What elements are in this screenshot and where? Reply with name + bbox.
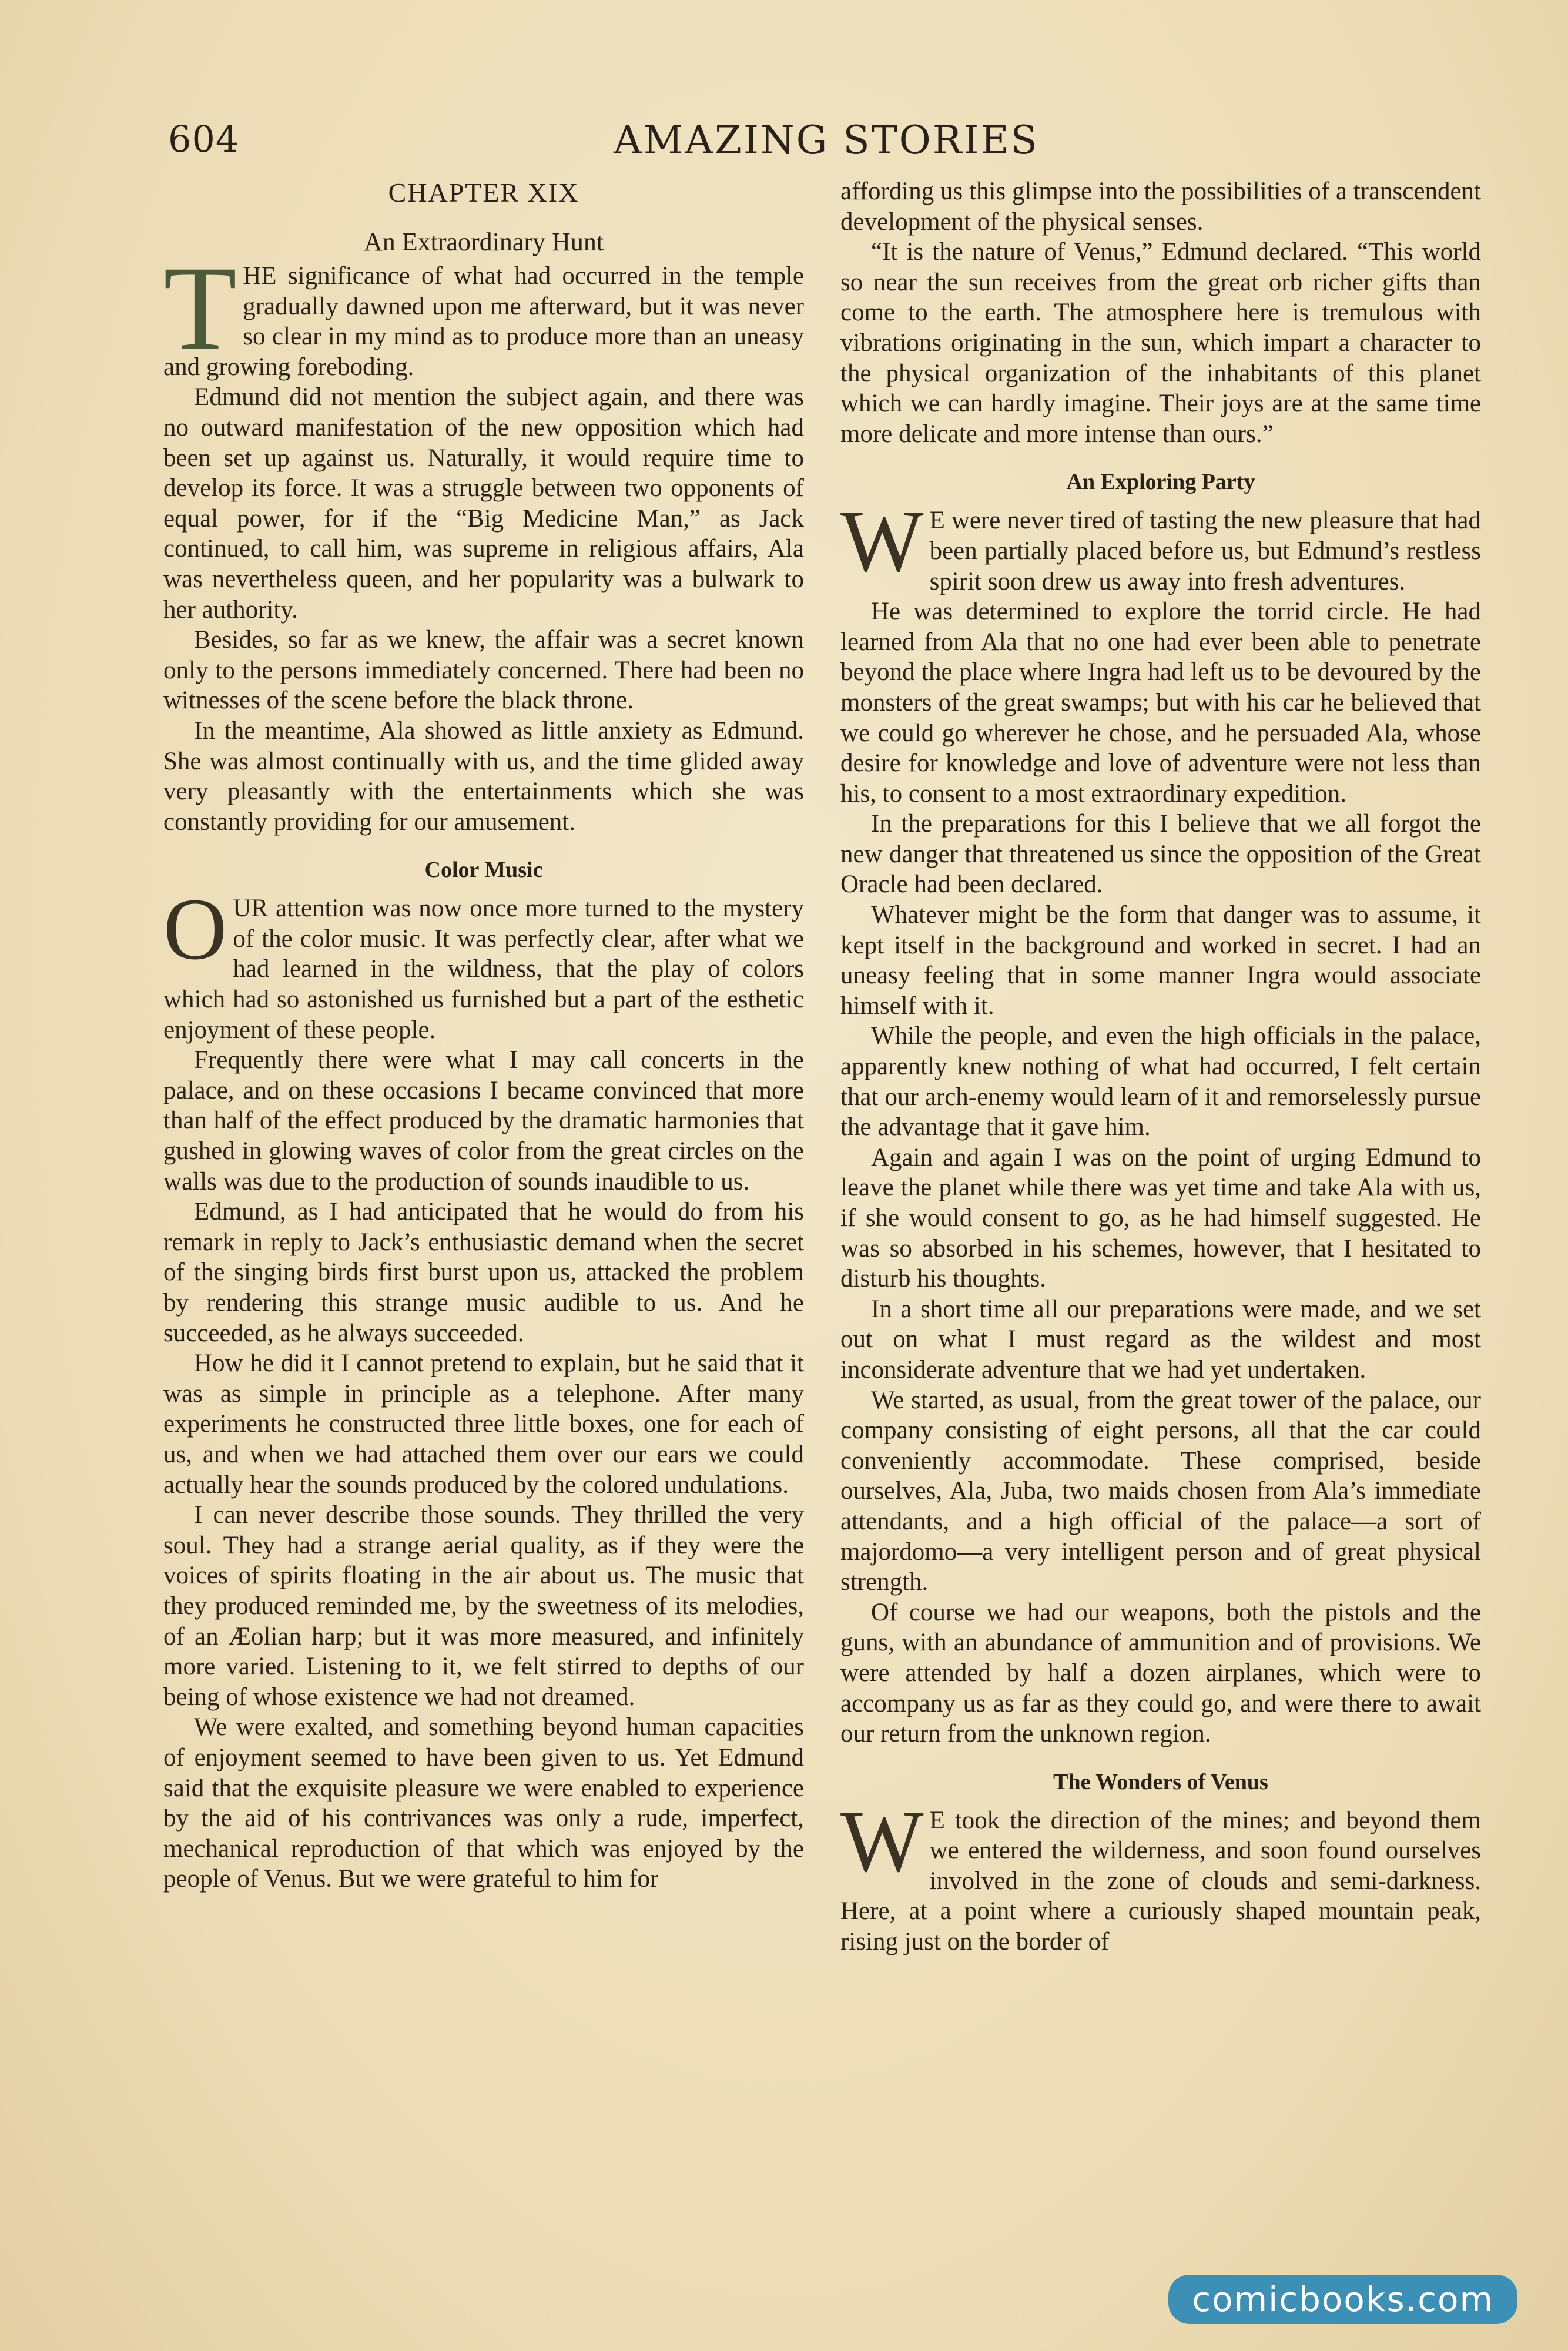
lead-in: UR <box>233 895 269 923</box>
paragraph: How he did it I cannot pretend to explain, but he said that it was as simple in principle as a telephone. After many experiments he constructed three little boxes, one for each of us, and when we had attached them over our ears we could actually hear the sounds produced by the colored undulations. <box>163 1349 804 1499</box>
paragraph: Edmund did not mention the subject again, and there was no outward manifestation of the new opposition which had been set up against us. Naturally, it would require time to develop its force. It was a struggle between two opponents of equal power, for if the “Big Medicine Man,” as Jack continued, to call him, was supreme in religious affairs, Ala was nevertheless queen, and her popularity was a bulwark to her authority. <box>163 383 804 624</box>
paragraph: In a short time all our preparations were made, and we set out on what I must regard as the wildest and most inconsiderate adventure that we had yet undertaken. <box>840 1295 1481 1384</box>
paragraph-text: were never tired of tasting the new pleasure that had been partially placed before us, but Edmund’s restless spirit soon drew us away into fresh adventures. <box>929 507 1481 595</box>
drop-cap: W <box>840 493 924 591</box>
paragraph <box>840 1792 1481 1957</box>
paragraph: Again and again I was on the point of urging Edmund to leave the planet while there was yet time and take Ala with us, if she would consent to go, as he had himself suggested. He was so absorbed in his schemes, however, that I hesitated to disturb his thoughts. <box>840 1143 1481 1293</box>
chapter-title: CHAPTER XIX <box>388 178 579 207</box>
page-number: 604 <box>168 118 240 160</box>
paragraph: In the preparations for this I believe that we all forgot the new danger that threatened us since the opposition of the Great Oracle had been declared. <box>840 810 1481 899</box>
paragraph: While the people, and even the high officials in the palace, apparently knew nothing of what had occurred, I felt certain that our arch-enemy would learn of it and remorselessly pursue the advantage that it gave him. <box>840 1022 1481 1141</box>
lead-in: E <box>929 507 945 535</box>
paragraph: affording us this glimpse into the possibilities of a transcendent development of the physical senses. <box>840 178 1481 236</box>
paragraph <box>840 493 1481 597</box>
paragraph: Whatever might be the form that danger was to assume, it kept itself in the background and worked in secret. I had an uneasy feeling that in some manner Ingra would associate himself with it. <box>840 901 1481 1020</box>
paragraph: I can never describe those sounds. They thrilled the very soul. They had a strange aerial quality, as if they were the voices of spirits floating in the air about us. The music that they produced reminded me, by the sweetness of its melodies, of an Æolian harp; but it was more measured, and infinitely more varied. Listening to it, we felt stirred to depths of our being of whose existence we had not dreamed. <box>163 1501 804 1711</box>
drop-cap: W <box>840 1792 924 1890</box>
paragraph: He was determined to explore the torrid circle. He had learned from Ala that no one had ever been able to penetrate beyond the place where Ingra had left us to be devoured by the monsters of the great swamps; but with his car he believed that we could go wherever he chose, and he persuaded Ala, whose desire for knowledge and love of adventure were not less than his, to consent to a most extraordinary expedition. <box>840 598 1481 808</box>
paragraph: “It is the nature of Venus,” Edmund declared. “This world so near the sun receives from the great orb richer gifts than come to the earth. The atmosphere here is tremulous with vibrations originating in the sun, which impart a character to the physical organization of the inhabitants of this planet which we can hardly imagine. Their joys are at the same time more delicate and more intense than ours.” <box>840 238 1481 448</box>
section-heading: Color Music <box>424 858 543 883</box>
running-title: AMAZING STORIES <box>614 118 1039 163</box>
paragraph-text: significance of what had occurred in the temple gradually dawned upon me afterward, but it was never so clear in my mind as to produce more than an uneasy and growing foreboding. <box>163 262 804 381</box>
paragraph: Edmund, as I had anticipated that he would do from his remark in reply to Jack’s enthusiastic demand when the secret of the singing birds first burst upon us, attacked the problem by rendering this strange music audible to us. And he succeeded, as he always succeeded. <box>163 1198 804 1347</box>
lead-in: E <box>929 1806 945 1834</box>
paragraph <box>163 880 804 1045</box>
drop-cap: O <box>163 880 227 979</box>
paragraph: In the meantime, Ala showed as little anxiety as Edmund. She was almost continually with us, and the time glided away very pleasantly with the entertainments which she was constantly providing for our amusement. <box>163 716 804 836</box>
right-column <box>840 176 1481 1957</box>
paragraph-text: took the direction of the mines; and beyond them we entered the wilderness, and soon found ourselves involved in the zone of clouds and semi-darkness. Here, at a point where a curiously shaped mountain peak, rising just on the border of <box>840 1806 1481 1956</box>
paragraph: Besides, so far as we knew, the affair was a secret known only to the persons immediately concerned. There had been no witnesses of the scene before the black throne. <box>163 626 804 715</box>
left-column <box>163 176 804 1894</box>
paragraph <box>163 242 804 382</box>
page-header <box>168 118 1485 170</box>
section-heading: An Exploring Party <box>1066 470 1255 495</box>
paragraph: Frequently there were what I may call concerts in the palace, and on these occasions I became convinced that more than half of the effect produced by the dramatic harmonies that gushed in glowing waves of color from the great circles on the walls was due to the production of sounds inaudible to us. <box>163 1046 804 1195</box>
drop-cap: T <box>163 242 237 375</box>
paragraph: We were exalted, and something beyond human capacities of enjoyment seemed to have been given to us. Yet Edmund said that the exquisite pleasure we were enabled to experience by the aid of his contrivances was only a rude, imperfect, mechanical reproduction of that which was enjoyed by the people of Venus. But we were grateful to him for <box>163 1713 804 1893</box>
paragraph: Of course we had our weapons, both the pistols and the guns, with an abundance of ammunition and of provisions. We were attended by half a dozen airplanes, which were to accompany us as far as they could go, and were there to await our return from the unknown region. <box>840 1598 1481 1748</box>
paragraph: We started, as usual, from the great tower of the palace, our company consisting of eight persons, all that the car could conveniently accommodate. These comprised, beside ourselves, Ala, Juba, two maids chosen from Ala’s immediate attendants, and a high official of the palace—a sort of majordomo—a very intelligent person and of great physical strength. <box>840 1386 1481 1596</box>
chapter-subtitle: An Extraordinary Hunt <box>363 227 604 256</box>
paragraph-text: attention was now once more turned to the mystery of the color music. It was perfectly clear, after what we had learned in the wildness, that the play of colors which had so astonished us furnished but a part of the esthetic enjoyment of these people. <box>163 895 804 1044</box>
section-heading: The Wonders of Venus <box>1053 1769 1268 1794</box>
lead-in: HE <box>243 262 277 290</box>
watermark: comicbooks.com <box>1168 2275 1517 2324</box>
